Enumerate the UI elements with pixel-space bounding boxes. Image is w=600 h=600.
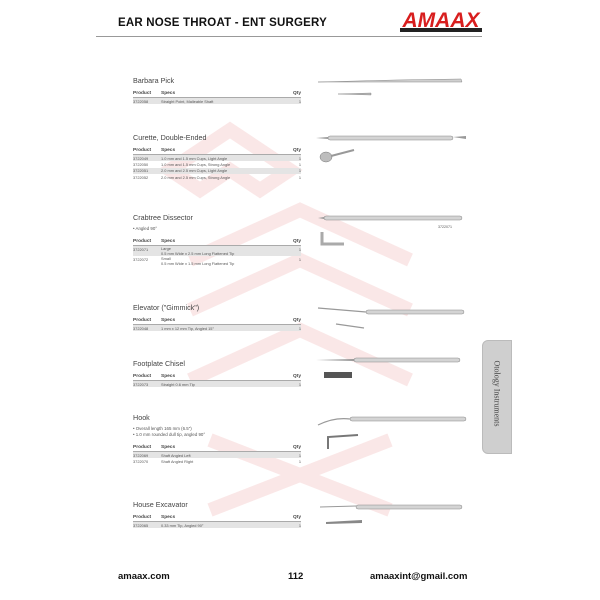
- table-header: [133, 443, 301, 452]
- col-specs: Specs: [161, 514, 176, 520]
- table-row: [133, 174, 301, 180]
- col-product: Product: [133, 317, 152, 323]
- product-qty: 1: [298, 522, 301, 528]
- section-curette: [133, 133, 301, 181]
- note-line1: • Overall length 165 mm (6.5"): [133, 426, 192, 431]
- product-code: 3722058: [133, 98, 149, 104]
- product-code: 3722070: [133, 458, 149, 464]
- footer-page-number: 112: [288, 571, 304, 582]
- section-footplate-chisel: [133, 359, 301, 387]
- product-spec-line1: Small: [161, 256, 171, 261]
- table-header: [133, 146, 301, 155]
- product-code: 3722072: [133, 256, 149, 262]
- product-spec: 1 mm x 12 mm Tip, Angled 15°: [161, 325, 215, 331]
- footer-website: amaax.com: [118, 571, 170, 582]
- page-header-title: EAR NOSE THROAT - ENT SURGERY: [118, 17, 327, 29]
- section-elevator: [133, 303, 301, 331]
- product-spec: [161, 256, 287, 266]
- product-code: 3722052: [133, 174, 149, 180]
- col-product: Product: [133, 90, 152, 96]
- col-qty: Qty: [293, 514, 301, 520]
- col-specs: Specs: [161, 317, 176, 323]
- col-qty: Qty: [293, 444, 301, 450]
- house-excavator-illustration: [316, 500, 466, 532]
- col-product: Product: [133, 238, 152, 244]
- product-qty: 1: [298, 155, 301, 161]
- table-row: [133, 98, 301, 104]
- section-note: • Angled 90°: [133, 226, 158, 231]
- product-qty: 1: [298, 381, 301, 387]
- section-title: Hook: [133, 413, 150, 422]
- crabtree-dissector-illustration: [316, 212, 466, 252]
- side-tab-label: Otology Instruments: [492, 360, 502, 427]
- product-spec-line2: 0.5 mm Wide x 1.5 mm Long Flattened Tip: [161, 261, 235, 266]
- table-header: [133, 372, 301, 381]
- product-spec-line2: 0.5 mm Wide x 2.5 mm Long Flattened Tip: [161, 251, 235, 256]
- table-header: [133, 89, 301, 98]
- table-header: [133, 316, 301, 325]
- product-code: 3722050: [133, 161, 149, 167]
- product-qty: 1: [298, 452, 301, 458]
- col-qty: Qty: [293, 147, 301, 153]
- product-qty: 1: [298, 325, 301, 331]
- header-divider: [96, 36, 482, 37]
- col-specs: Specs: [161, 238, 176, 244]
- col-product: Product: [133, 373, 152, 379]
- section-note: [133, 426, 301, 438]
- col-qty: Qty: [293, 90, 301, 96]
- svg-text:AMAAX: AMAAX: [402, 9, 480, 32]
- product-spec: Straight 0.6 mm Tip: [161, 381, 195, 387]
- product-spec: [161, 246, 287, 256]
- product-qty: 1: [298, 256, 301, 262]
- table-header: [133, 513, 301, 522]
- col-specs: Specs: [161, 373, 176, 379]
- barbara-pick-illustration: [316, 72, 466, 102]
- product-spec: 1.0 mm and 1.5 mm Cups, Strong Angle: [161, 162, 231, 168]
- product-spec: 2.0 mm and 2.5 mm Cups, Strong Angle: [161, 174, 231, 180]
- note-line2: • 1.0 mm rounded dull tip, angled 90°: [133, 432, 206, 437]
- section-title: Elevator ("Gimmick"): [133, 303, 200, 312]
- product-code: 3722071: [133, 246, 149, 252]
- section-crabtree-dissector: [133, 213, 301, 266]
- col-product: Product: [133, 514, 152, 520]
- col-specs: Specs: [161, 147, 176, 153]
- product-qty: 1: [298, 458, 301, 464]
- table-row: [133, 381, 301, 387]
- amaax-logo: [400, 8, 482, 34]
- product-qty: 1: [298, 98, 301, 104]
- product-qty: 1: [298, 161, 301, 167]
- hook-illustration: [314, 413, 470, 453]
- product-qty: 1: [298, 174, 301, 180]
- col-qty: Qty: [293, 317, 301, 323]
- table-row: [133, 458, 301, 464]
- product-code: 3722048: [133, 325, 149, 331]
- product-spec: 0.33 mm Tip, Angled 90°: [161, 522, 204, 528]
- product-spec: Shaft Angled Left: [161, 452, 191, 458]
- product-spec: Shaft Angled Right: [161, 459, 194, 465]
- product-code: 3722073: [133, 381, 149, 387]
- col-specs: Specs: [161, 90, 176, 96]
- section-barbara-pick: [133, 76, 301, 104]
- table-row: [133, 325, 301, 331]
- product-qty: 1: [298, 168, 301, 174]
- product-code: 3722049: [133, 155, 149, 161]
- table-row: [133, 522, 301, 528]
- table-row: [133, 256, 301, 266]
- product-spec: 2.0 mm and 2.5 mm Cups, Light Angle: [161, 168, 228, 174]
- footplate-chisel-illustration: [314, 354, 464, 384]
- table-row: [133, 246, 301, 256]
- section-hook: [133, 413, 301, 465]
- col-product: Product: [133, 444, 152, 450]
- crabtree-caption: 3722071: [438, 225, 452, 229]
- section-title: Curette, Double-Ended: [133, 133, 207, 142]
- curette-illustration: [314, 132, 470, 168]
- table-header: [133, 237, 301, 246]
- product-spec: Straight Point, Malleable Shaft: [161, 98, 214, 104]
- col-product: Product: [133, 147, 152, 153]
- col-specs: Specs: [161, 444, 176, 450]
- section-title: Barbara Pick: [133, 76, 175, 85]
- section-title: Footplate Chisel: [133, 359, 185, 368]
- elevator-illustration: [316, 304, 466, 334]
- footer-email: amaaxint@gmail.com: [370, 571, 468, 582]
- col-qty: Qty: [293, 238, 301, 244]
- section-title: House Excavator: [133, 500, 188, 509]
- product-code: 3722065: [133, 522, 149, 528]
- product-spec-line1: Large: [161, 246, 171, 251]
- product-code: 3722069: [133, 452, 149, 458]
- section-house-excavator: [133, 500, 301, 528]
- col-qty: Qty: [293, 373, 301, 379]
- product-code: 3722051: [133, 168, 149, 174]
- side-tab-otology: [482, 340, 512, 454]
- product-spec: 1.0 mm and 1.5 mm Cups, Light Angle: [161, 155, 228, 161]
- product-qty: 1: [298, 246, 301, 252]
- section-title: Crabtree Dissector: [133, 213, 193, 222]
